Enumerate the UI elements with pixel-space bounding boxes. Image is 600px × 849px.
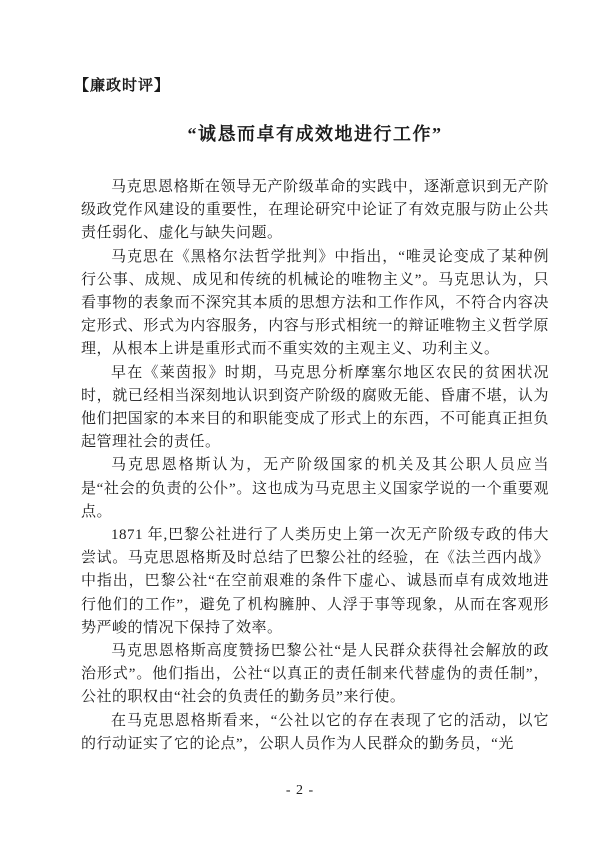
document-title: “诚恳而卓有成效地进行工作” <box>187 124 443 144</box>
paragraph-1: 马克思恩格斯在领导无产阶级革命的实践中，逐渐意识到无产阶级政党作风建设的重要性，在理论研究中论证了有效克服与防止公共责任弱化、虚化与缺失问题。 <box>81 179 549 242</box>
section-tag: 【廉政时评】 <box>74 78 171 94</box>
document-body <box>81 176 549 756</box>
paragraph-4: 马克思恩格斯认为，无产阶级国家的机关及其公职人员应当是“社会的负责的公仆”。这也成为马克思主义国家学说的一个重要观点。 <box>81 457 549 520</box>
paragraph-2: 马克思在《黑格尔法哲学批判》中指出，“唯灵论变成了某种例行公事、成规、成见和传统的机械论的唯物主义”。马克思认为，只看事物的表象而不深究其本质的思想方法和工作作风，不符合内容决定形式、形式为内容服务，内容与形式相统一的辩证唯物主义哲学原理，从根本上讲是重形式而不重实效的主观主义、功利主义。 <box>81 248 549 358</box>
paragraph-5: 1871 年,巴黎公社进行了人类历史上第一次无产阶级专政的伟大尝试。马克思恩格斯及时总结了巴黎公社的经验，在《法兰西内战》中指出，巴黎公社“在空前艰难的条件下虚心、诚恳而卓有成效地进行他们的工作”，避免了机构臃肿、人浮于事等现象，从而在客观形势严峻的情况下保持了效率。 <box>81 527 549 636</box>
paragraph-6: 马克思恩格斯高度赞扬巴黎公社“是人民群众获得社会解放的政治形式”。他们指出，公社“以真正的责任制来代替虚伪的责任制”，公社的职权由“社会的负责任的勤务员”来行使。 <box>81 643 549 706</box>
paragraph-3: 早在《莱茵报》时期，马克思分析摩塞尔地区农民的贫困状况时，就已经相当深刻地认识到资产阶级的腐败无能、昏庸不堪，认为他们把国家的本来目的和职能变成了形式上的东西，不可能真正担负起管理社会的责任。 <box>81 364 549 451</box>
page-number: - 2 - <box>285 783 315 798</box>
paragraph-7: 在马克思恩格斯看来，“公社以它的存在表现了它的活动，以它的行动证实了它的论点”，公职人员作为人民群众的勤务员，“光 <box>81 712 549 752</box>
